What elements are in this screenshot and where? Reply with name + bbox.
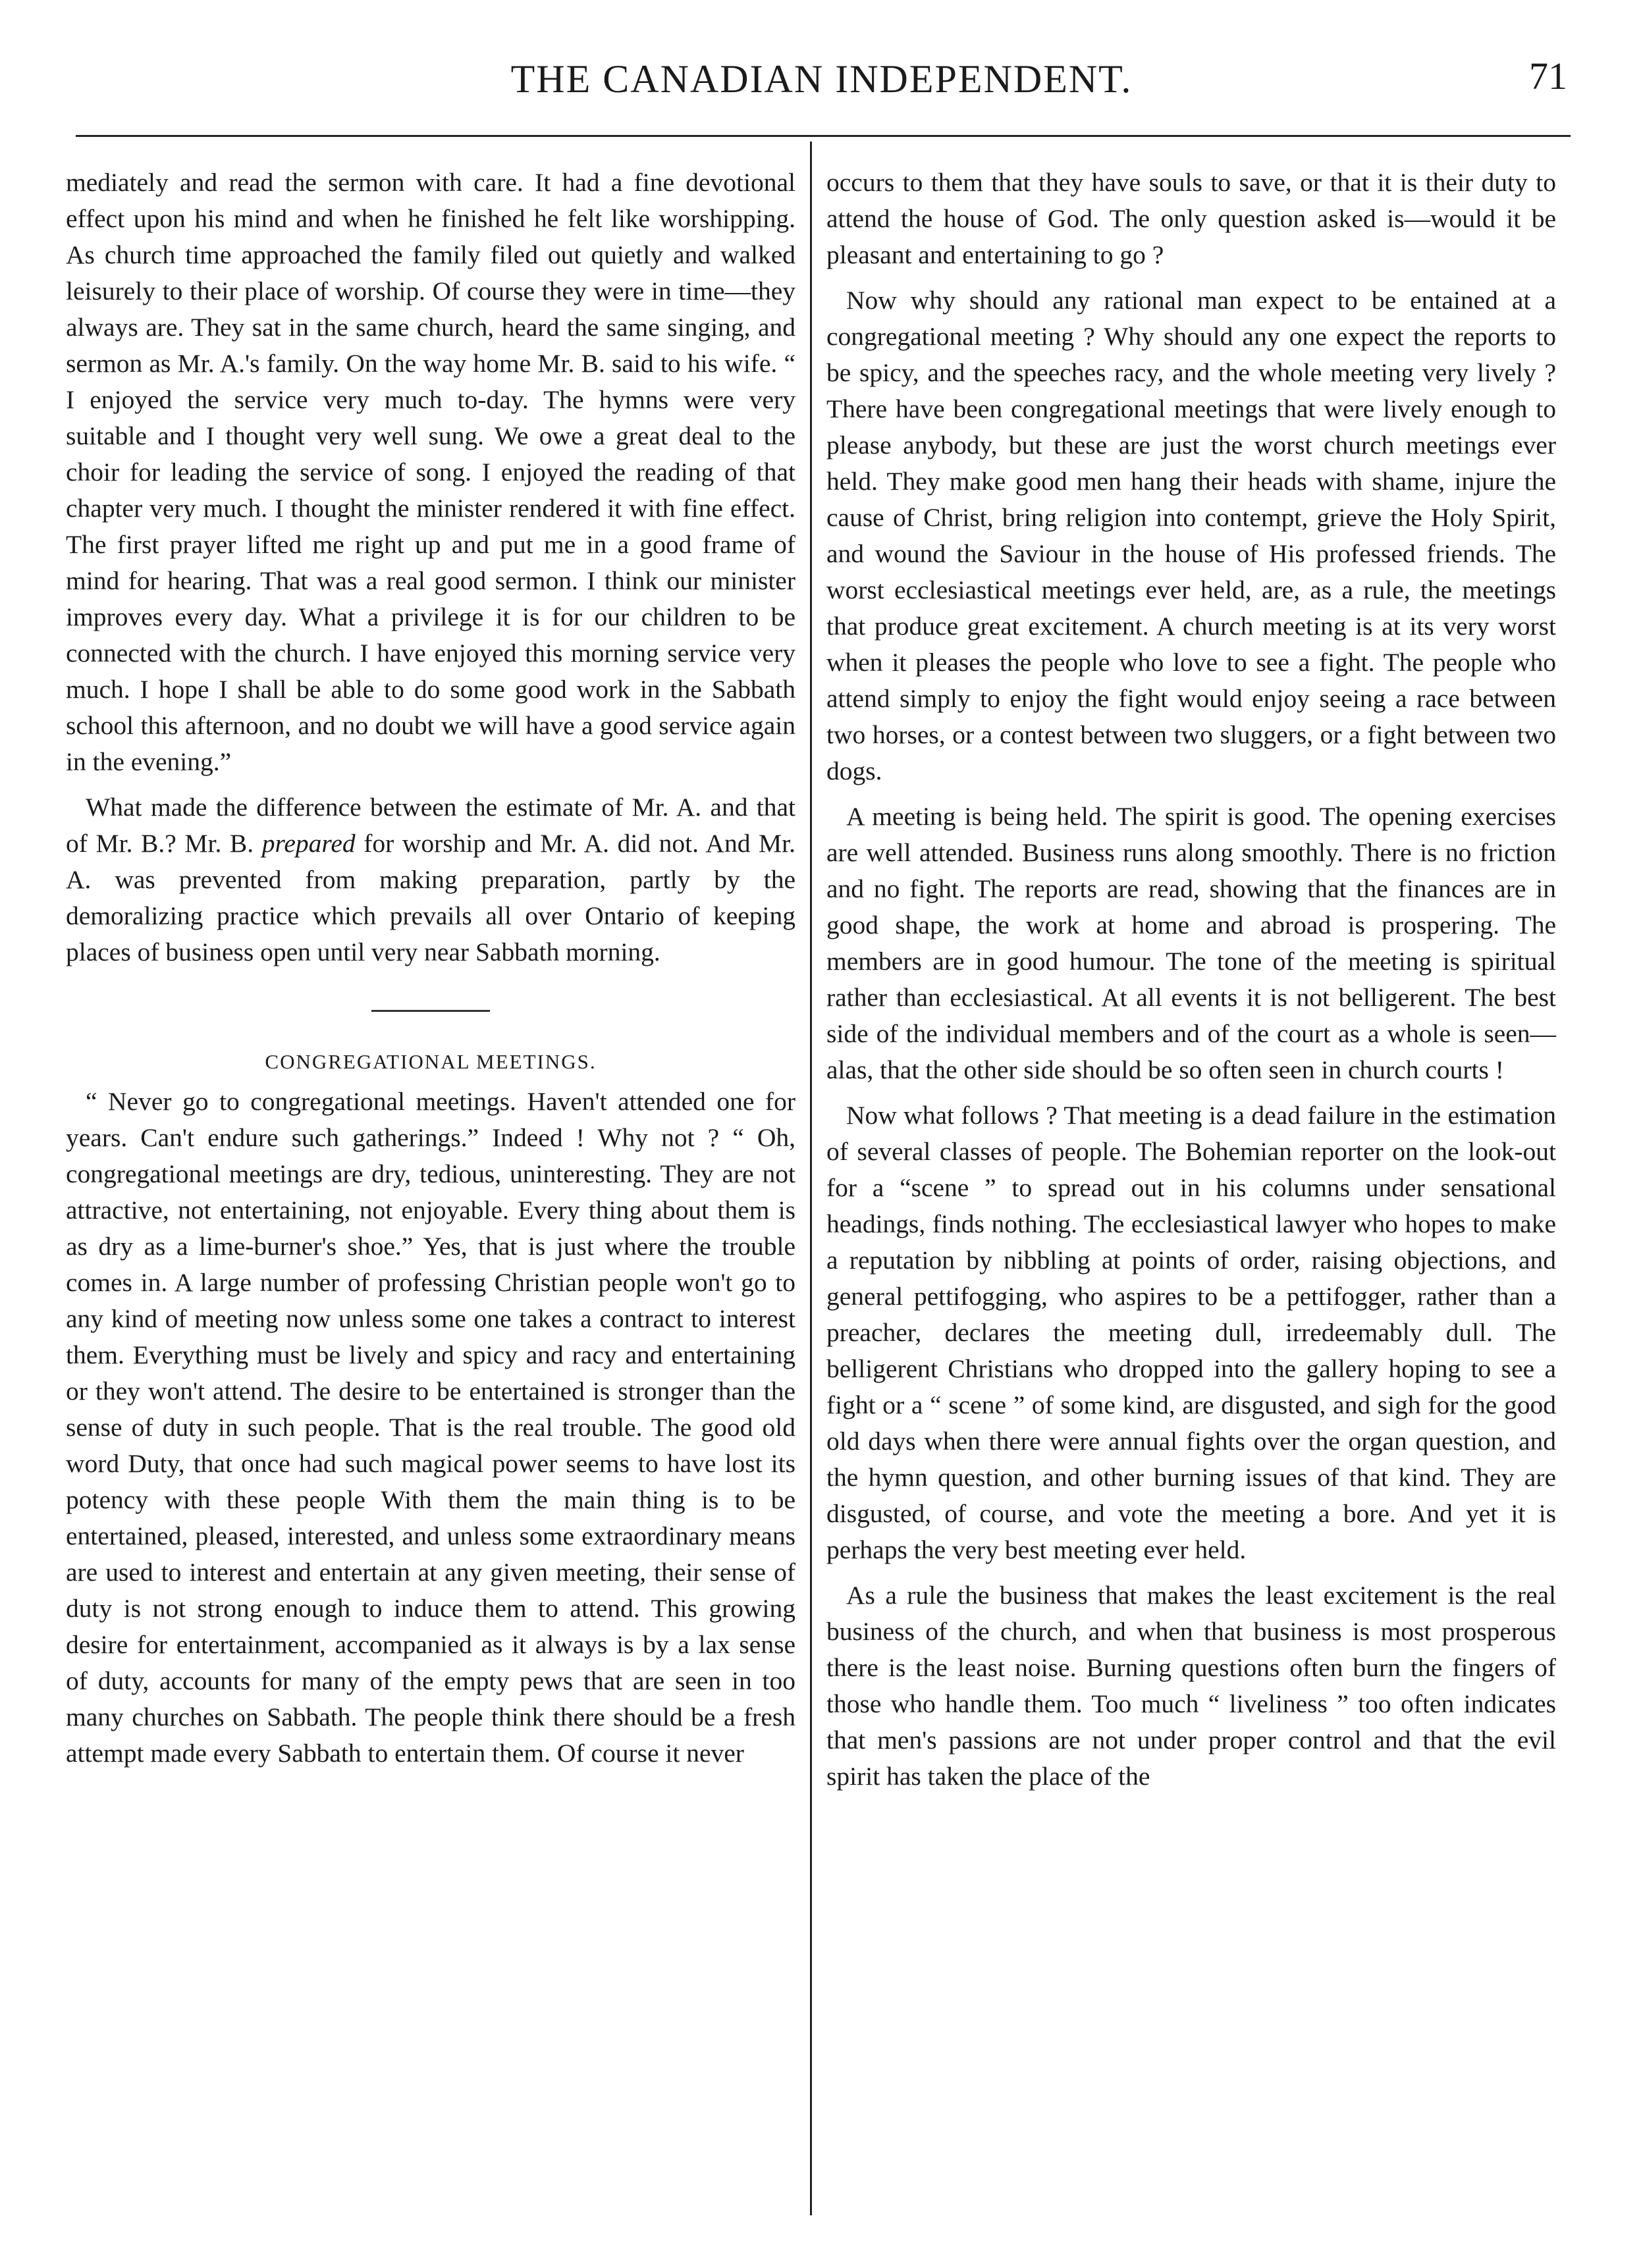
emphasized-word: prepared [261,829,356,858]
paragraph: Now why should any rational man expect to be entained at a congregational meeting ? Why should any one expect the reports to be spicy, and the speeches racy, and the whole meeting very lively ? There have been congregational meetings that were lively enough to please anybody, but these are just the worst church meetings ever held. They make good men hang their heads with shame, injure the cause of Christ, bring religion into contempt, grieve the Holy Spirit, and wound the Saviour in the house of His professed friends. The worst ecclesiastical meetings ever held, are, as a rule, the meetings that produce great excitement. A church meeting is at its very worst when it pleases the people who love to see a fight. The people who attend simply to enjoy the fight would enjoy seeing a race between two horses, or a contest between two sluggers, or a fight between two dogs. [826,286,1556,785]
paragraph: “ Never go to congregational meetings. Haven't attended one for years. Can't endure such gatherings.” Indeed ! Why not ? “ Oh, congregational meetings are dry, tedious, uninteresting. They are not attractive, not entertaining, not enjoyable. Every thing about them is as dry as a lime-burner's shoe.” Yes, that is just where the trouble comes in. A large number of professing Christian people won't go to any kind of meeting now unless some one takes a contract to interest them. Everything must be lively and spicy and racy and entertaining or they won't attend. The desire to be entertained is stronger than the sense of duty in such people. That is the real trouble. The good old word Duty, that once had such magical power seems to have lost its potency with these people With them the main thing is to be entertained, pleased, interested, and unless some extraordinary means are used to interest and entertain at any given meeting, their sense of duty is not strong enough to induce them to attend. This growing desire for entertainment, accompanied as it always is by a lax sense of duty, accounts for many of the empty pews that are seen in too many churches on Sabbath. The people think there should be a fresh attempt made every Sabbath to entertain them. Of course it never [66,1087,795,1768]
paragraph: occurs to them that they have souls to save, or that it is their duty to attend the house of God. The only question asked is—would it be pleasant and entertaining to go ? [826,168,1556,269]
paragraph: mediately and read the sermon with care. It had a fine devotional effect upon his mind and when he finished he felt like worshipping. As church time approached the family filed out quietly and walked leisurely to their place of worship. Of course they were in time—they always are. They sat in the same church, heard the same singing, and sermon as Mr. A.'s family. On the way home Mr. B. said to his wife. “ I enjoyed the service very much to-day. The hymns were very suitable and I thought very well sung. We owe a great deal to the choir for leading the service of song. I enjoyed the reading of that chapter very much. I thought the minister rendered it with fine effect. The first prayer lifted me right up and put me in a good frame of mind for hearing. That was a real good sermon. I think our minister improves every day. What a privilege it is for our children to be connected with the church. I have enjoyed this morning service very much. I hope I shall be able to do some good work in the Sabbath school this afternoon, and no doubt we will have a good service again in the evening.” [66,168,795,776]
section-divider [371,1010,490,1012]
header-rule [76,135,1571,137]
column-divider [810,142,812,2215]
section-heading: CONGREGATIONAL MEETINGS. [265,1050,597,1073]
masthead [0,51,1643,104]
paragraph [66,789,795,970]
left-column [66,165,795,1781]
paragraph-text: What made the difference between the estimate of Mr. A. and that of Mr. B.? Mr. B. [66,793,795,858]
paragraph: A meeting is being held. The spirit is good. The opening exercises are well attended. Business runs along smoothly. There is no friction and no fight. The reports are read, showing that the finances are in good shape, the work at home and abroad is prospering. The members are in good humour. The tone of the meeting is spiritual rather than ecclesiastical. At all events it is not belligerent. The best side of the individual members and of the court as a whole is seen—alas, that the other side should be so often seen in church courts ! [826,802,1556,1084]
paragraph: Now what follows ? That meeting is a dead failure in the estimation of several classes of people. The Bohemian reporter on the look-out for a “scene ” to spread out in his columns under sensational headings, finds nothing. The ecclesiastical lawyer who hopes to make a reputation by nibbling at points of order, raising objections, and general pettifogging, who aspires to be a pettifogger, rather than a preacher, declares the meeting dull, irredeemably dull. The belligerent Christians who dropped into the gallery hoping to see a fight or a “ scene ” of some kind, are disgusted, and sigh for the good old days when there were annual fights over the organ question, and the hymn question, and other burning issues of that kind. They are disgusted, of course, and vote the meeting a bore. And yet it is perhaps the very best meeting ever held. [826,1101,1556,1564]
right-column [826,165,1556,1804]
page-number: 71 [1529,55,1567,97]
journal-title: THE CANADIAN INDEPENDENT. [510,57,1133,101]
paragraph-text: for worship and Mr. A. did not. And Mr. A. was prevented from making preparation, partly by the demoralizing practice which prevails all over Ontario of keeping places of business open until very near Sabbath morning. [66,829,796,966]
paragraph: As a rule the business that makes the least excitement is the real business of the church, and when that business is most prosperous there is the least noise. Burning questions often burn the fingers of those who handle them. Too much “ liveliness ” too often indicates that men's passions are not under proper control and that the evil spirit has taken the place of the [826,1581,1556,1791]
